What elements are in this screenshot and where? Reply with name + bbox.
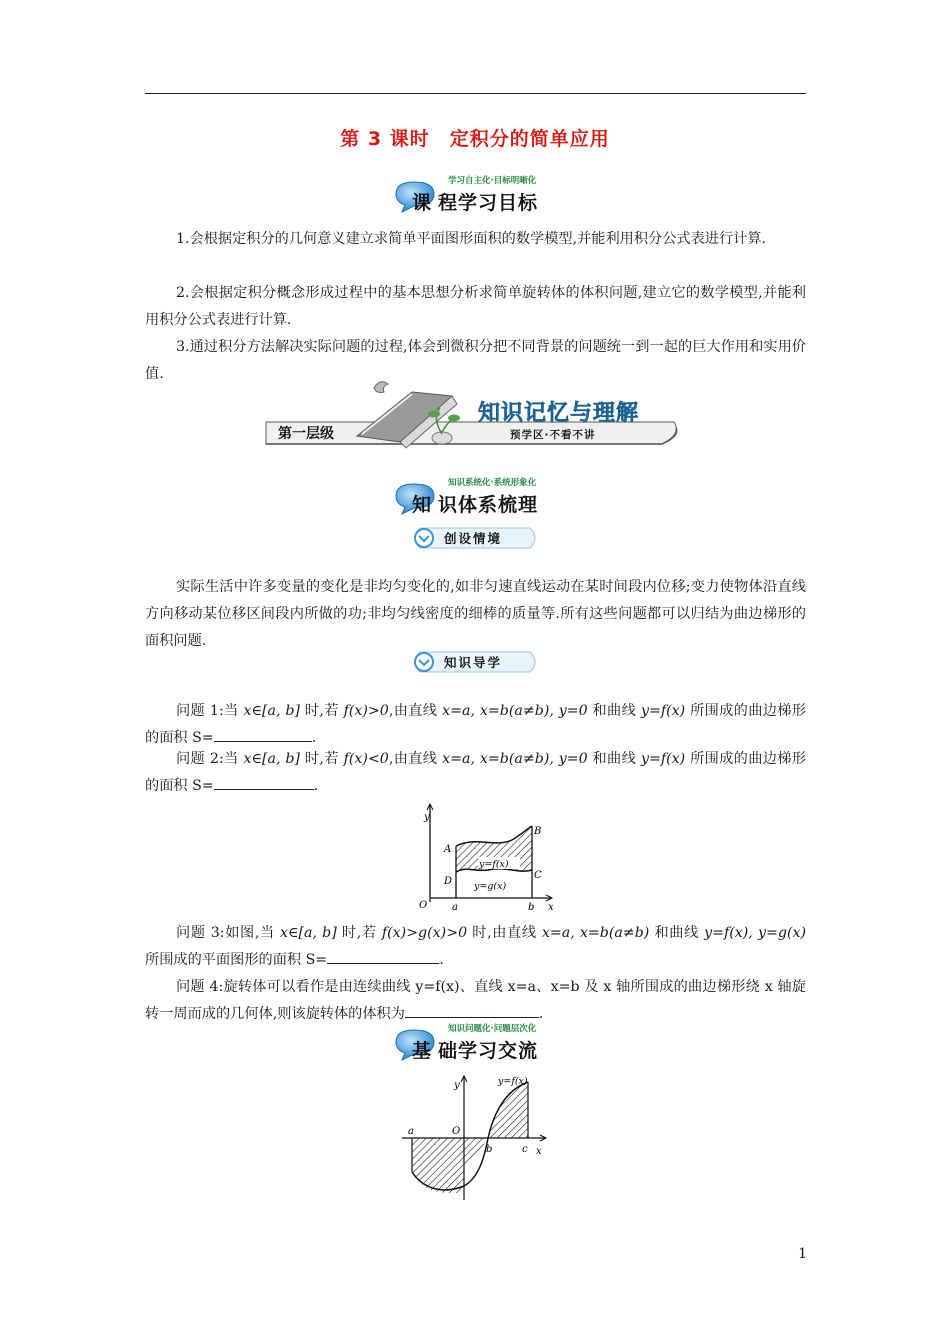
question-1: 问题 1:当 x∈[a, b] 时,若 f(x)>0,由直线 x=a, x=b(a≠b), y=0 和曲线 y=f(x) 所围成的曲边梯形的面积 S= . <box>145 703 806 746</box>
origin-label: O <box>419 900 428 911</box>
section-title: 程学习目标 <box>438 192 539 214</box>
axis-label-x: x <box>536 1146 542 1157</box>
question-4: 问题 4:旋转体可以看作是由连续曲线 y=f(x)、直线 x=a、x=b 及 x 轴所围成的曲边梯形绕 x 轴旋转一周而成的几何体,则该旋转体的体积为 . <box>145 979 806 1022</box>
section-header-knowledge <box>392 474 572 516</box>
tick-label-b: b <box>486 1144 493 1155</box>
level-label: 第一层级 <box>278 426 334 442</box>
axis-label-y: y <box>454 1080 460 1091</box>
point-label-A: A <box>444 844 452 855</box>
figure-area-between-curves <box>416 800 556 912</box>
section-title-first-char: 基 <box>412 1040 433 1062</box>
axis-label-y: y <box>424 812 430 823</box>
section-title-first-char: 知 <box>412 494 433 516</box>
tick-label-a: a <box>408 1126 414 1137</box>
tick-label-a: a <box>452 902 458 912</box>
goal-item-1: 1.会根据定积分的几何意义建立求简单平面图形面积的数学模型,并能利用积分公式表进行计算. <box>176 231 767 247</box>
goal-item-2: 2.会根据定积分概念形成过程中的基本思想分析求简单旋转体的体积问题,建立它的数学模型,并能利用积分公式表进行计算. <box>145 285 806 328</box>
pill-guide <box>408 650 542 674</box>
section-title: 础学习交流 <box>438 1040 539 1062</box>
origin-label: O <box>452 1126 461 1137</box>
pill-label: 创设情境 <box>444 531 503 546</box>
point-label-C: C <box>534 870 542 881</box>
curve-label-g: y=g(x) <box>474 881 507 892</box>
page-number: 1 <box>798 1246 807 1262</box>
answer-blank[interactable] <box>214 727 312 742</box>
level-heading: 知识记忆与理解 <box>478 401 640 426</box>
section-header-goals <box>392 172 572 214</box>
level-banner <box>262 374 686 454</box>
section-subtitle: 知识系统化·系统形象化 <box>448 478 537 488</box>
answer-blank[interactable] <box>214 775 314 790</box>
level-subtitle: 预学区·不看不讲 <box>510 429 596 441</box>
section-title-first-char: 课 <box>412 192 433 214</box>
answer-blank[interactable] <box>327 949 439 964</box>
tick-label-c: c <box>522 1144 528 1155</box>
question-3: 问题 3:如图,当 x∈[a, b] 时,若 f(x)>g(x)>0 时,由直线 x=a, x=b(a≠b) 和曲线 y=f(x), y=g(x) 所围成的平面图形的面积 S= . <box>145 925 807 968</box>
pill-label: 知识导学 <box>444 655 503 670</box>
top-rule <box>145 93 806 94</box>
point-label-B: B <box>534 826 542 837</box>
tick-label-b: b <box>528 902 535 912</box>
goal-item-3: 3.通过积分方法解决实际问题的过程,体会到微积分把不同背景的问题统一到一起的巨大作用和实用价值. <box>145 339 806 382</box>
section-title: 识体系梳理 <box>438 494 539 516</box>
scenario-text: 实际生活中许多变量的变化是非均匀变化的,如非匀速直线运动在某时间段内位移;变力使物体沿直线方向移动某位移区间段内所做的功;非均匀线密度的细棒的质量等.所有这些问题都可以归结为曲边梯形的面积问题. <box>145 579 806 649</box>
figure-signed-area <box>400 1072 550 1202</box>
question-2: 问题 2:当 x∈[a, b] 时,若 f(x)<0,由直线 x=a, x=b(a≠b), y=0 和曲线 y=f(x) 所围成的曲边梯形的面积 S= . <box>145 751 806 794</box>
axis-label-x: x <box>548 902 554 912</box>
section-subtitle: 知识问题化·问题层次化 <box>448 1024 537 1034</box>
curve-label-f: y=f(x) <box>498 1076 528 1087</box>
point-label-D: D <box>444 876 453 887</box>
section-header-basic <box>392 1020 572 1062</box>
curve-label-f: y=f(x) <box>479 859 509 870</box>
pill-scenario <box>408 526 542 550</box>
page-title: 第 3 课时 定积分的简单应用 <box>340 128 610 150</box>
section-subtitle: 学习自主化·目标明晰化 <box>448 176 537 186</box>
answer-blank[interactable] <box>405 1003 539 1018</box>
